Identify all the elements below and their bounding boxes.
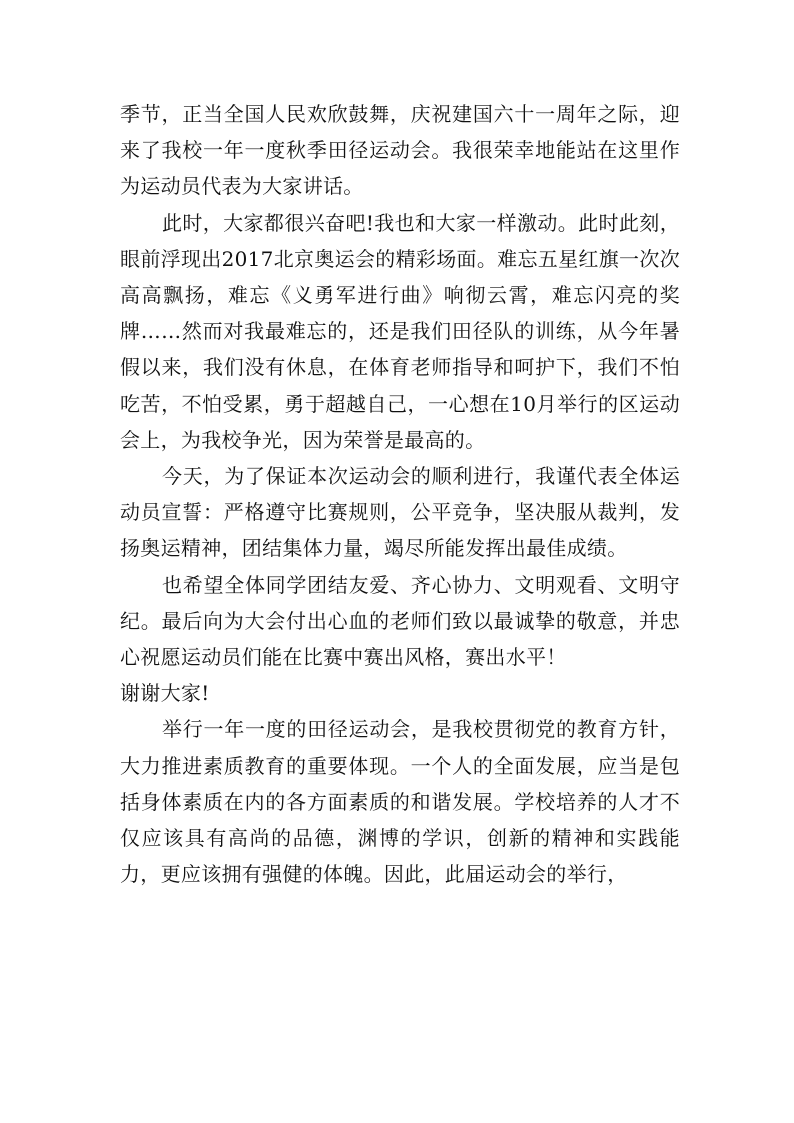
paragraph-1: 季节，正当全国人民欢欣鼓舞，庆祝建国六十一周年之际，迎来了我校一年一度秋季田径运动会。我很荣幸地能站在这里作为运动员代表为大家讲话。 (120, 102, 680, 199)
paragraph-6: 举行一年一度的田径运动会，是我校贯彻党的教育方针，大力推进素质教育的重要体现。一个人的全面发展，应当是包括身体素质在内的各方面素质的和谐发展。学校培养的人才不仅应该具有高尚的品德，渊博的学识，创新的精神和实践能力，更应该拥有强健的体魄。因此，此届运动会的举行， (120, 717, 680, 887)
paragraph-2: 此时，大家都很兴奋吧!我也和大家一样激动。此时此刻，眼前浮现出2017北京奥运会的精彩场面。难忘五星红旗一次次高高飘扬，难忘《义勇军进行曲》响彻云霄，难忘闪亮的奖牌……然而对我最难忘的，还是我们田径队的训练，从今年暑假以来，我们没有休息，在体育老师指导和呵护下，我们不怕吃苦，不怕受累，勇于超越自己，一心想在10月举行的区运动会上，为我校争光，因为荣誉是最高的。 (120, 210, 680, 452)
paragraph-5: 谢谢大家! (120, 681, 210, 706)
document-body (120, 96, 680, 892)
paragraph-4: 也希望全体同学团结友爱、齐心协力、文明观看、文明守纪。最后向为大会付出心血的老师们致以最诚挚的敬意，并忠心祝愿运动员们能在比赛中赛出风格，赛出水平！ (120, 572, 680, 670)
paragraph-3: 今天，为了保证本次运动会的顺利进行，我谨代表全体运动员宣誓：严格遵守比赛规则，公平竞争，坚决服从裁判，发扬奥运精神，团结集体力量，竭尽所能发挥出最佳成绩。 (120, 464, 680, 561)
